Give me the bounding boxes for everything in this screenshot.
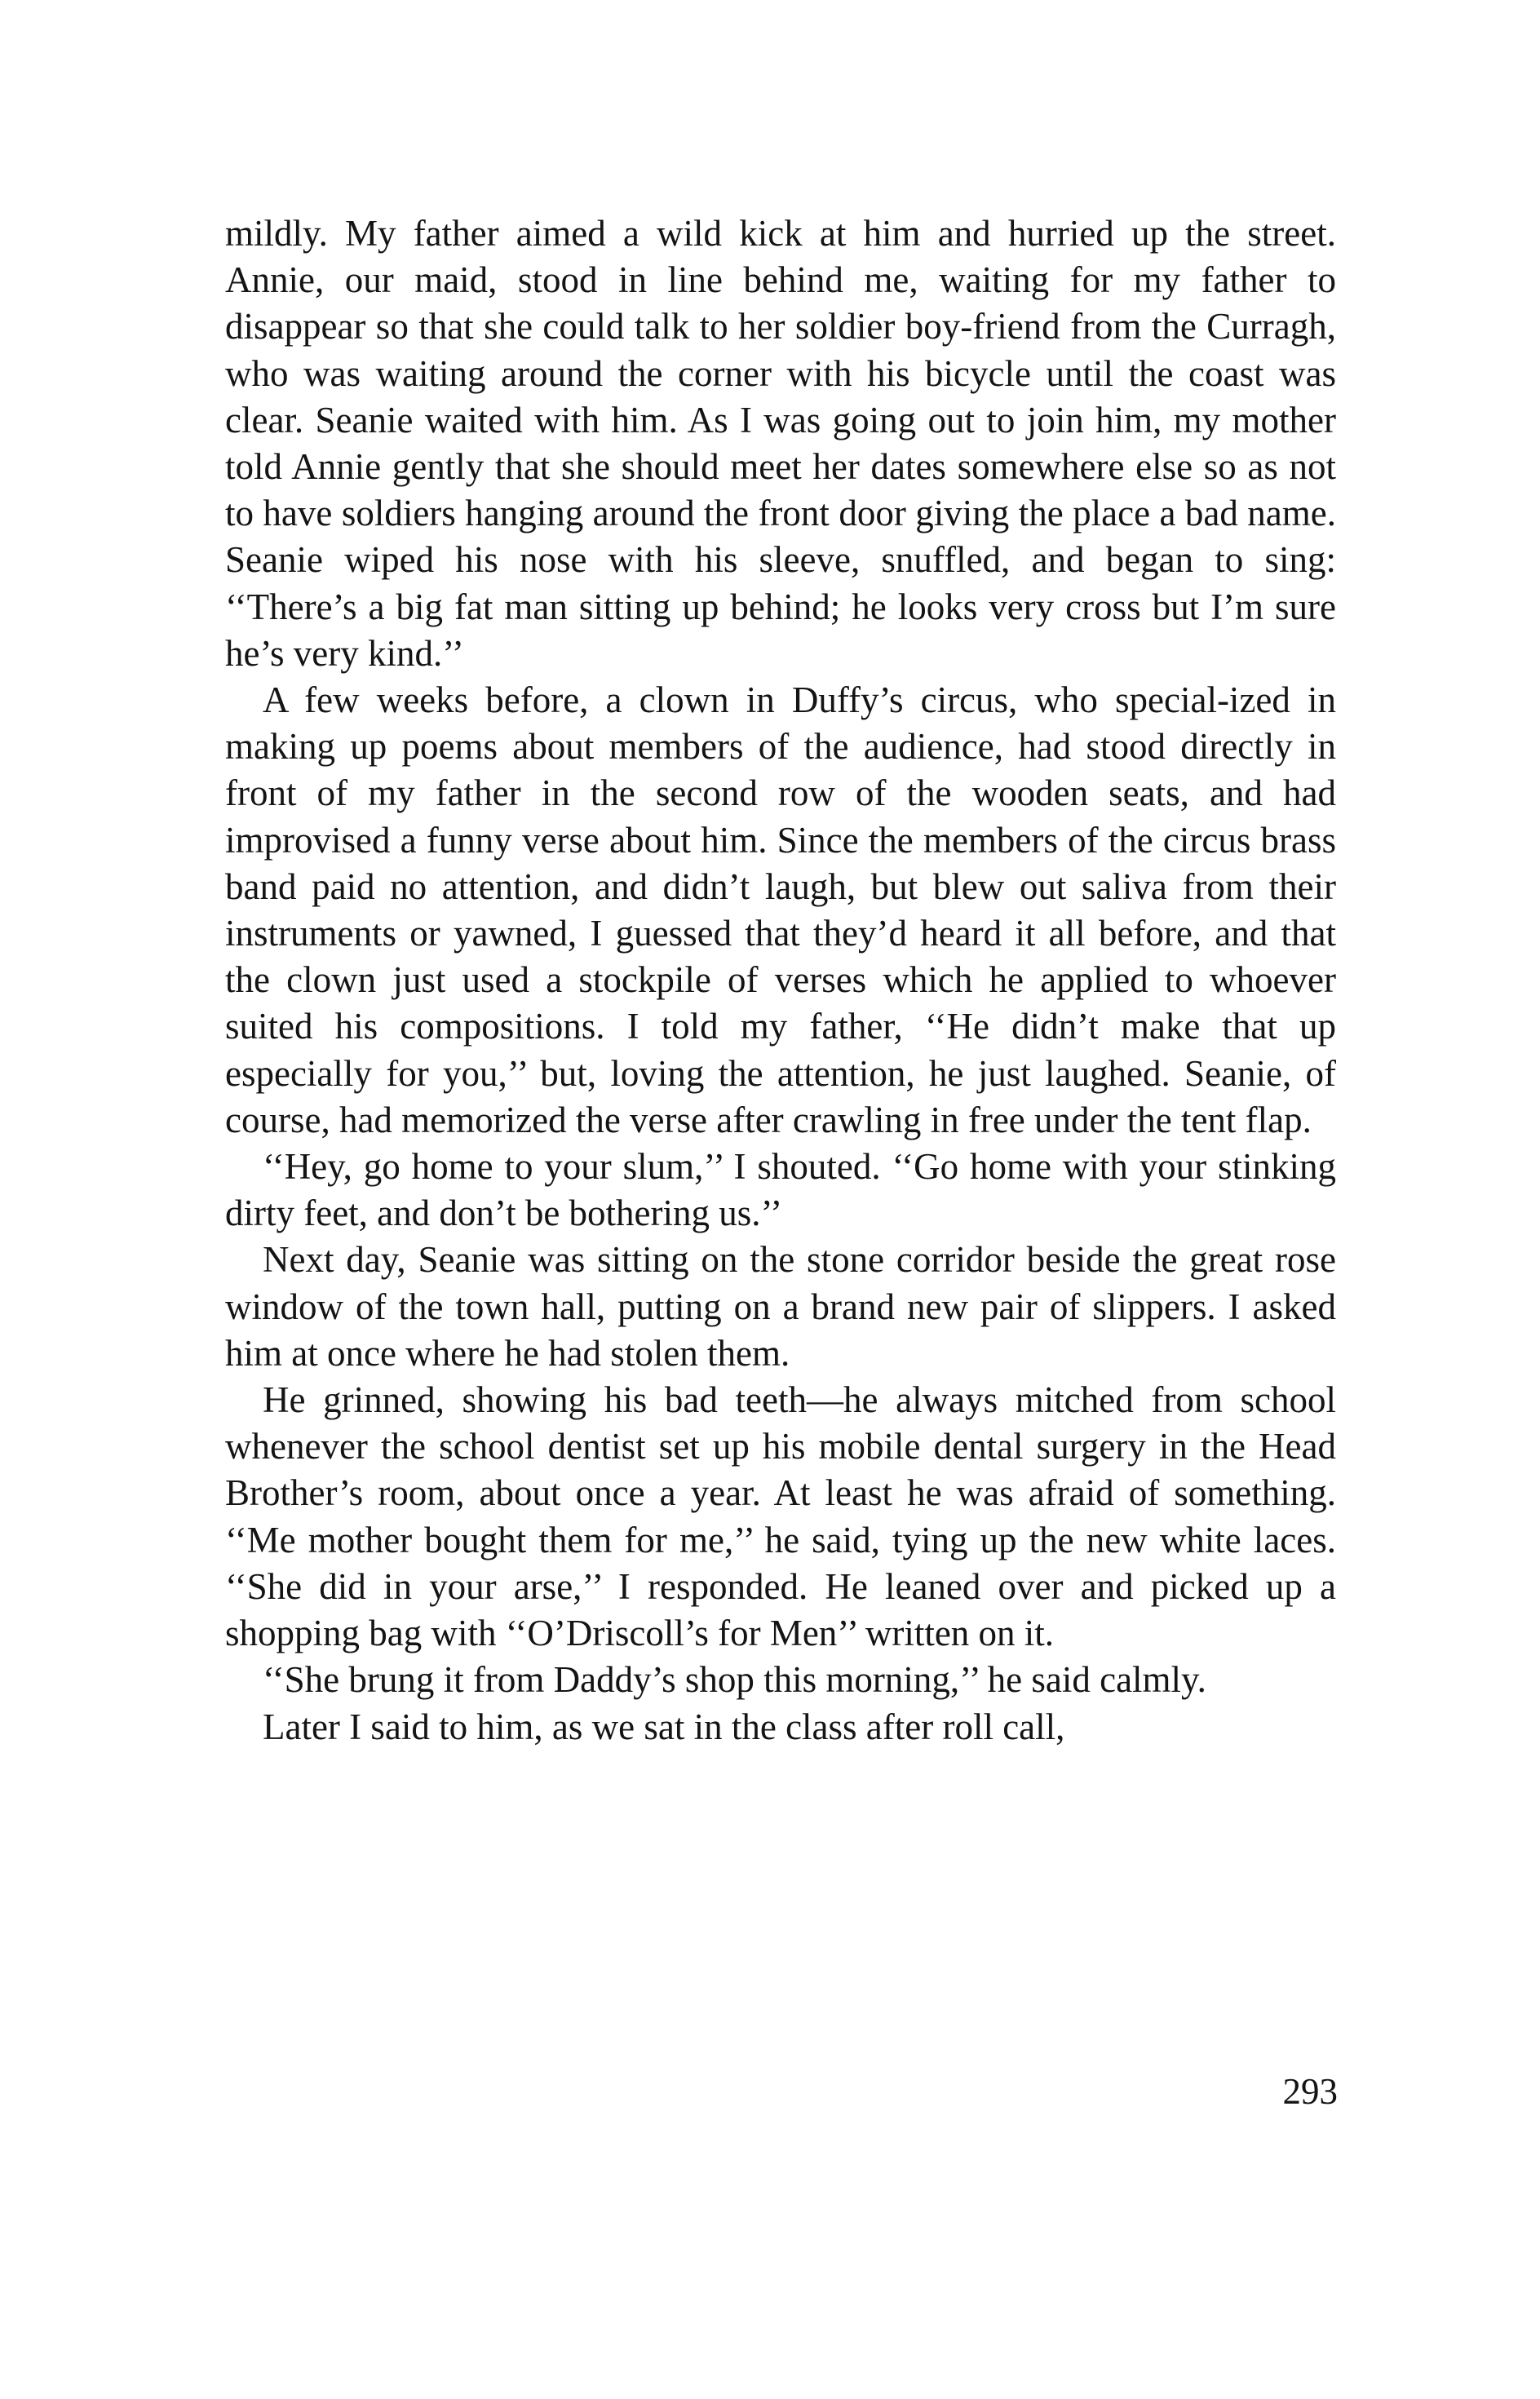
paragraph-2: A few weeks before, a clown in Duffy’s circus, who special-ized in making up poems about members of the audience, had stood directly in front of my father in the second row of the wooden seats, and had improvised a funny verse about him. Since the members of the circus brass band paid no attention, and didn’t laugh, but blew out saliva from their instruments or yawned, I guessed that they’d heard it all before, and that the clown just used a stockpile of verses which he applied to whoever suited his compositions. I told my father, ‘‘He didn’t make that up especially for you,’’ but, loving the attention, he just laughed. Seanie, of course, had memorized the verse after crawling in free under the tent flap. [225, 679, 1336, 1140]
paragraph-3: ‘‘Hey, go home to your slum,’’ I shouted. ‘‘Go home with your stinking dirty feet, and don’t be bothering us.’’ [225, 1146, 1336, 1234]
paragraph-4: Next day, Seanie was sitting on the stone corridor beside the great rose window of the town hall, putting on a brand new pair of slippers. I asked him at once where he had stolen them. [225, 1239, 1336, 1374]
paragraph-1: mildly. My father aimed a wild kick at him and hurried up the street. Annie, our maid, stood in line behind me, waiting for my father to disappear so that she could talk to her soldier boy-friend from the Curragh, who was waiting around the corner with his bicycle until the coast was clear. Seanie waited with him. As I was going out to join him, my mother told Annie gently that she should meet her dates somewhere else so as not to have soldiers hanging around the front door giving the place a bad name. Seanie wiped his nose with his sleeve, snuffled, and began to sing: ‘‘There’s a big fat man sitting up behind; he looks very cross but I’m sure he’s very kind.’’ [225, 213, 1336, 674]
paragraph-5: He grinned, showing his bad teeth—he always mitched from school whenever the school dentist set up his mobile dental surgery in the Head Brother’s room, about once a year. At least he was afraid of something. ‘‘Me mother bought them for me,’’ he said, tying up the new white laces. ‘‘She did in your arse,’’ I responded. He leaned over and picked up a shopping bag with ‘‘O’Driscoll’s for Men’’ written on it. [225, 1379, 1336, 1654]
paragraph-7: Later I said to him, as we sat in the class after roll call, [263, 1706, 1065, 1747]
page-number: 293 [1282, 2071, 1338, 2112]
body-text [225, 210, 1336, 1751]
paragraph-6: ‘‘She brung it from Daddy’s shop this morning,’’ he said calmly. [263, 1659, 1206, 1701]
